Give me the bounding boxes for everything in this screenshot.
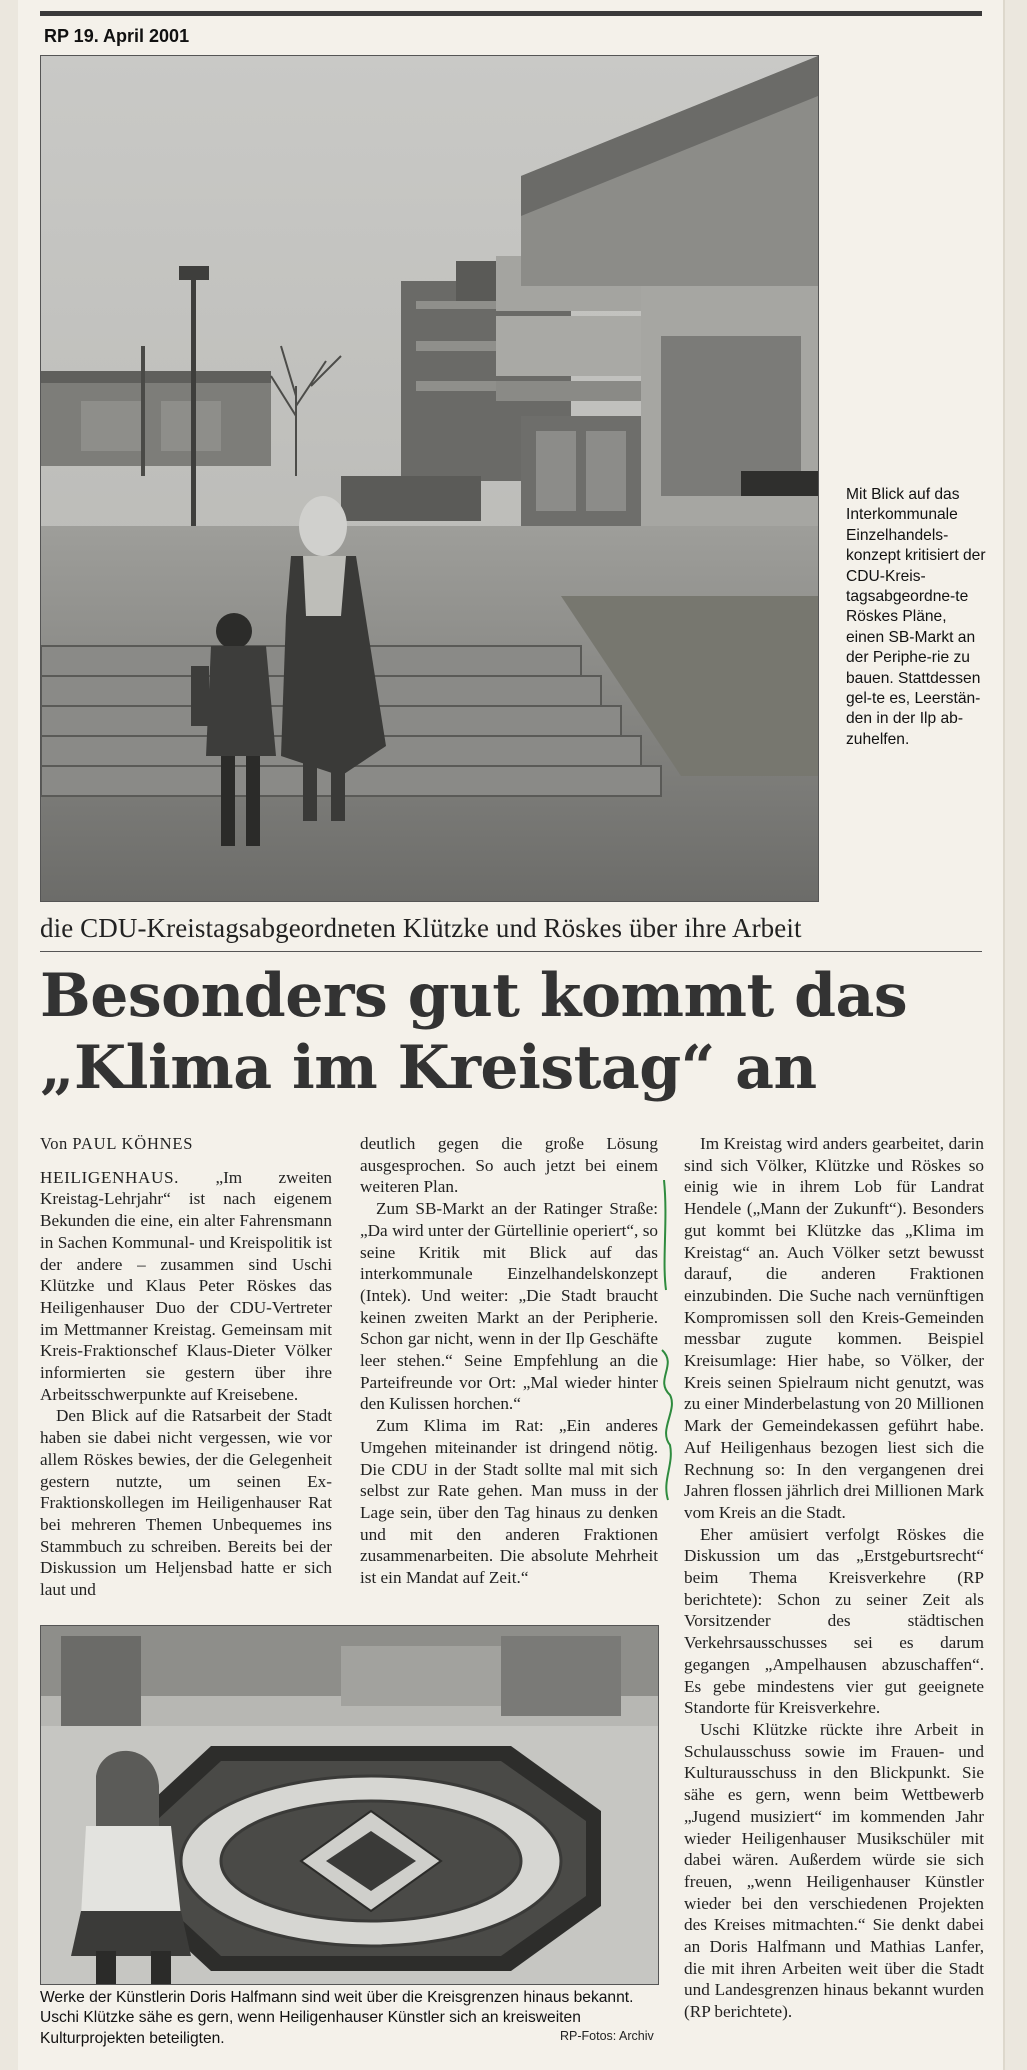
paragraph: Im Kreistag wird anders gearbeitet, darin sind sich Völker, Klützke und Röskes so einig wie in ihrem Lob für Landrat Hendele („Mann der Zukunft“). Besonders gut kommt bei Klützke das „Klima im Kreistag“ an. Auch Völker setzt bewusst darauf, die anderen Fraktionen einzubinden. Die Suche nach vernünftigen Kompromissen soll den Kreis-Gemeinden messbar zugute kommen. Beispiel Kreisumlage: Hier habe, so Völker, der Kreis seinen Spielraum nicht genutzt, was zu einer Minderbelastung von 20 Millionen Mark der Gemeindekassen geführt habe. Auf Heiligenhaus bezogen liest sich die Rechnung so: In den vergangenen drei Jahren flossen jährlich drei Millionen Mark vom Kreis an die Stadt. <box>684 1134 984 1522</box>
pen-margin-mark <box>652 1180 682 1650</box>
paragraph: deutlich gegen die große Lösung ausgesprochen. So auch jetzt bei einem weiteren Plan. <box>360 1134 658 1197</box>
article-column-1 <box>40 1133 332 1601</box>
article-column-3 <box>684 1133 984 2023</box>
paragraph: Zum Klima im Rat: „Ein anderes Umgehen miteinander ist dringend nötig. Die CDU in der Stadt sollte mal mit sich selbst zur Rate gehen. Man muss in der Lage sein, über den Tag hinaus zu denken und mit den anderen Fraktionen zusammenarbeiten. Die absolute Mehrheit ist ein Mandat auf Zeit.“ <box>360 1416 658 1588</box>
kicker: die CDU-Kreistagsabgeordneten Klützke und Röskes über ihre Arbeit <box>40 913 802 943</box>
paragraph-text: „Im zweiten Kreistag-Lehrjahr“ ist nach eigenem Bekunden die eine, ein alter Fahrensmann in Sachen Kommunal- und Kreispolitik ist der andere – zusammen sind Uschi Klützke und Klaus Peter Röskes das Heiligenhauser Duo der CDU-Vertreter im Mettmanner Kreistag. Gemeinsam mit Kreis-Fraktionschef Klaus-Dieter Völker informierten sie gestern über ihre Arbeitsschwerpunkte auf Kreisebene. <box>40 1167 332 1404</box>
paragraph: Uschi Klützke rückte ihre Arbeit in Schulausschuss sowie im Frauen- und Kulturausschuss in den Blickpunkt. Sie sähe es gern, wenn beim Wettbewerb „Jugend musiziert“ im kommenden Jahr wieder Heiligenhauser Musikschüler mit dabei wären. Außerdem würde sie sich freuen, „wenn Heiligenhauser Künstler wieder bei den verschiedenen Projekten des Kreises mitmachten.“ Sie denkt dabei an Doris Halfmann und Mathias Lanfer, die mit ihren Arbeiten weit über die Stadt und Landesgrenzen hinaus bekannt wurden (RP berichtete). <box>684 1719 984 2022</box>
top-rule <box>40 11 982 16</box>
separator-rule <box>40 951 982 952</box>
photo-credit: RP-Fotos: Archiv <box>560 2029 654 2043</box>
photo-caption: Mit Blick auf das Interkommunale Einzelhandels-konzept kritisiert der CDU-Kreis-tagsabgeordne-te Röskes Pläne, einen SB-Markt an der Periphe-rie zu bauen. Stattdessen gel-te es, Leerstän-den in der Ilp ab-zuhelfen. <box>846 486 986 748</box>
dateline: RP 19. April 2001 <box>44 26 190 46</box>
dateline-place: HEILIGENHAUS. <box>40 1167 180 1187</box>
headline-line-2: „Klima im Kreistag“ an <box>40 1033 817 1103</box>
headline <box>40 960 980 1104</box>
byline-author: PAUL KÖHNES <box>72 1134 194 1153</box>
article-column-2 <box>360 1133 658 1589</box>
byline-prefix: Von <box>40 1134 68 1153</box>
street-scene-photo <box>40 55 819 902</box>
paragraph: Eher amüsiert verfolgt Röskes die Diskussion um das „Erstgeburtsrecht“ beim Thema Kreisverkehre (RP berichtete): Schon zu seiner Zeit als Vorsitzender des städtischen Verkehrsausschusses sei es darum gegangen „Ampelhausen abzuschaffen“. Es gebe mindestens vier gut geeignete Standorte für Kreisverkehre. <box>684 1524 984 1718</box>
photo-caption-bottom: Werke der Künstlerin Doris Halfmann sind weit über die Kreisgrenzen hinaus bekannt. Uschi Klützke sähe es gern, wenn Heiligenhauser Künstler sich an kreisweiten Kulturprojekten beteiligten. <box>40 1989 634 2047</box>
paragraph: Den Blick auf die Ratsarbeit der Stadt haben sie dabei nicht vergessen, wie vor allem Röskes bewies, der die Gelegenheit gestern nutzte, um seinen Ex-Fraktionskollegen im Heiligenhauser Rat bei mehreren Themen Unbequemes ins Stammbuch zu schreiben. Bereits bei der Diskussion um Heljensbad hatte er sich laut und <box>40 1406 332 1600</box>
artwork-photo <box>40 1625 659 1985</box>
byline <box>40 1133 332 1155</box>
headline-line-1: Besonders gut kommt das <box>40 961 908 1031</box>
paragraph <box>40 1167 332 1406</box>
paragraph: Zum SB-Markt an der Ratinger Straße: „Da wird unter der Gürtellinie operiert“, so seine Kritik mit Blick auf das interkommunale Einzelhandelskonzept (Intek). Und weiter: „Die Stadt braucht keinen zweiten Markt an der Peripherie. Schon gar nicht, wenn in der Ilp Geschäfte leer stehen.“ Seine Empfehlung an die Parteifreunde vor Ort: „Mal wieder hinter den Kulissen horchen.“ <box>360 1199 658 1414</box>
